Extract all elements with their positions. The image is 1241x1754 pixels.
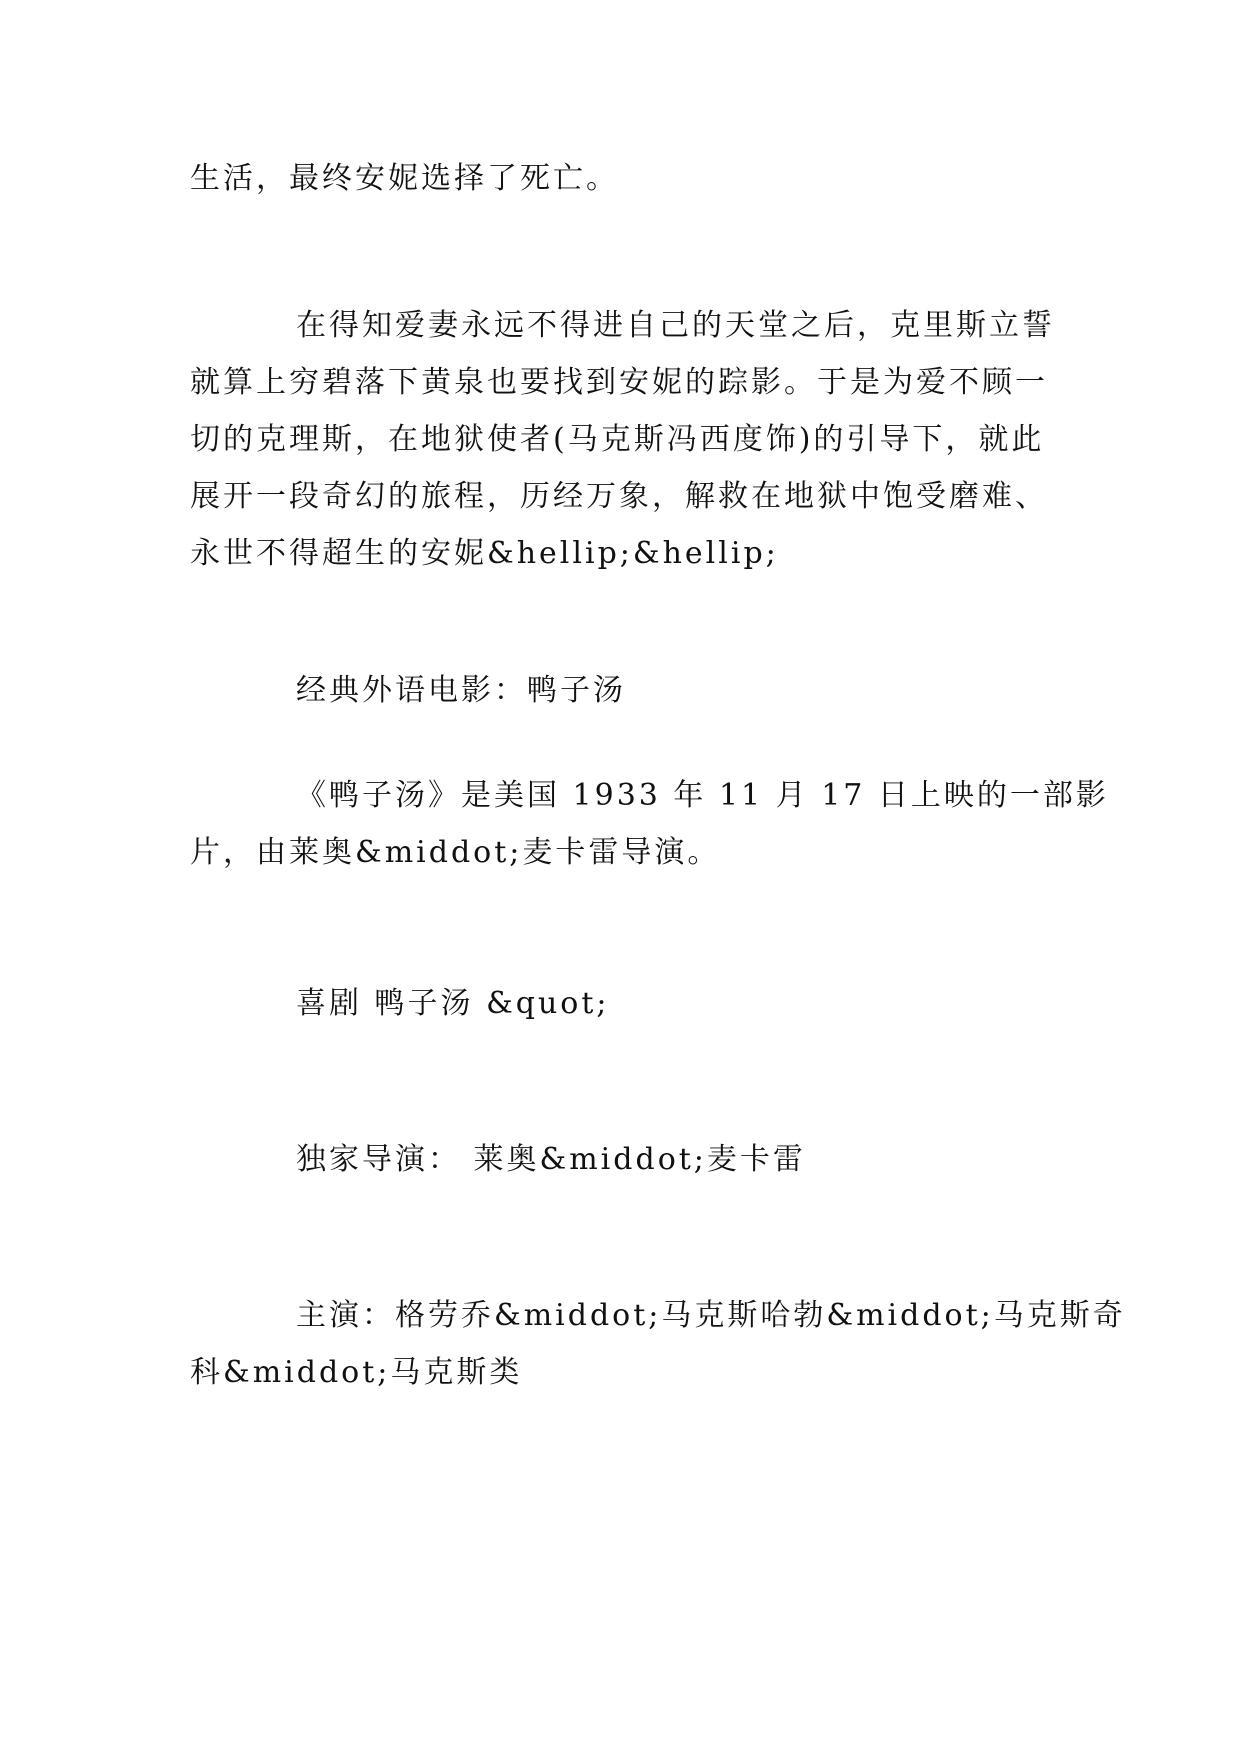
text-line: 片，由莱奥&middot;麦卡雷导演。 <box>190 835 721 870</box>
paragraph-intro <box>190 767 1109 881</box>
text-line: 主演：格劳乔&middot;马克斯哈勃&middot;马克斯奇 <box>296 1298 1126 1333</box>
text-line: 科&middot;马克斯类 <box>190 1355 523 1390</box>
paragraph-ending <box>190 150 1060 207</box>
director-line <box>190 1131 1060 1188</box>
text-line: 在得知爱妻永远不得进自己的天堂之后，克里斯立誓 <box>296 308 1055 343</box>
text-line: 切的克理斯，在地狱使者(马克斯冯西度饰)的引导下，就此 <box>190 422 1045 457</box>
text-line: 永世不得超生的安妮&hellip;&hellip; <box>190 536 779 571</box>
text-line: 《鸭子汤》是美国 1933 年 11 月 17 日上映的一部影 <box>296 778 1109 813</box>
text-line: 展开一段奇幻的旅程，历经万象，解救在地狱中饱受磨难、 <box>190 479 1048 514</box>
heading-text: 经典外语电影：鸭子汤 <box>296 673 626 708</box>
text-line: 生活，最终安妮选择了死亡。 <box>190 161 619 196</box>
text-line: 独家导演： 莱奥&middot;麦卡雷 <box>296 1142 806 1177</box>
paragraph-story <box>190 297 1060 582</box>
text-line: 喜剧 鸭子汤 &quot; <box>296 986 610 1021</box>
genre-line <box>190 975 1060 1032</box>
cast-paragraph <box>190 1287 1126 1401</box>
text-line: 就算上穷碧落下黄泉也要找到安妮的踪影。于是为爱不顾一 <box>190 365 1048 400</box>
section-heading <box>190 662 1060 719</box>
